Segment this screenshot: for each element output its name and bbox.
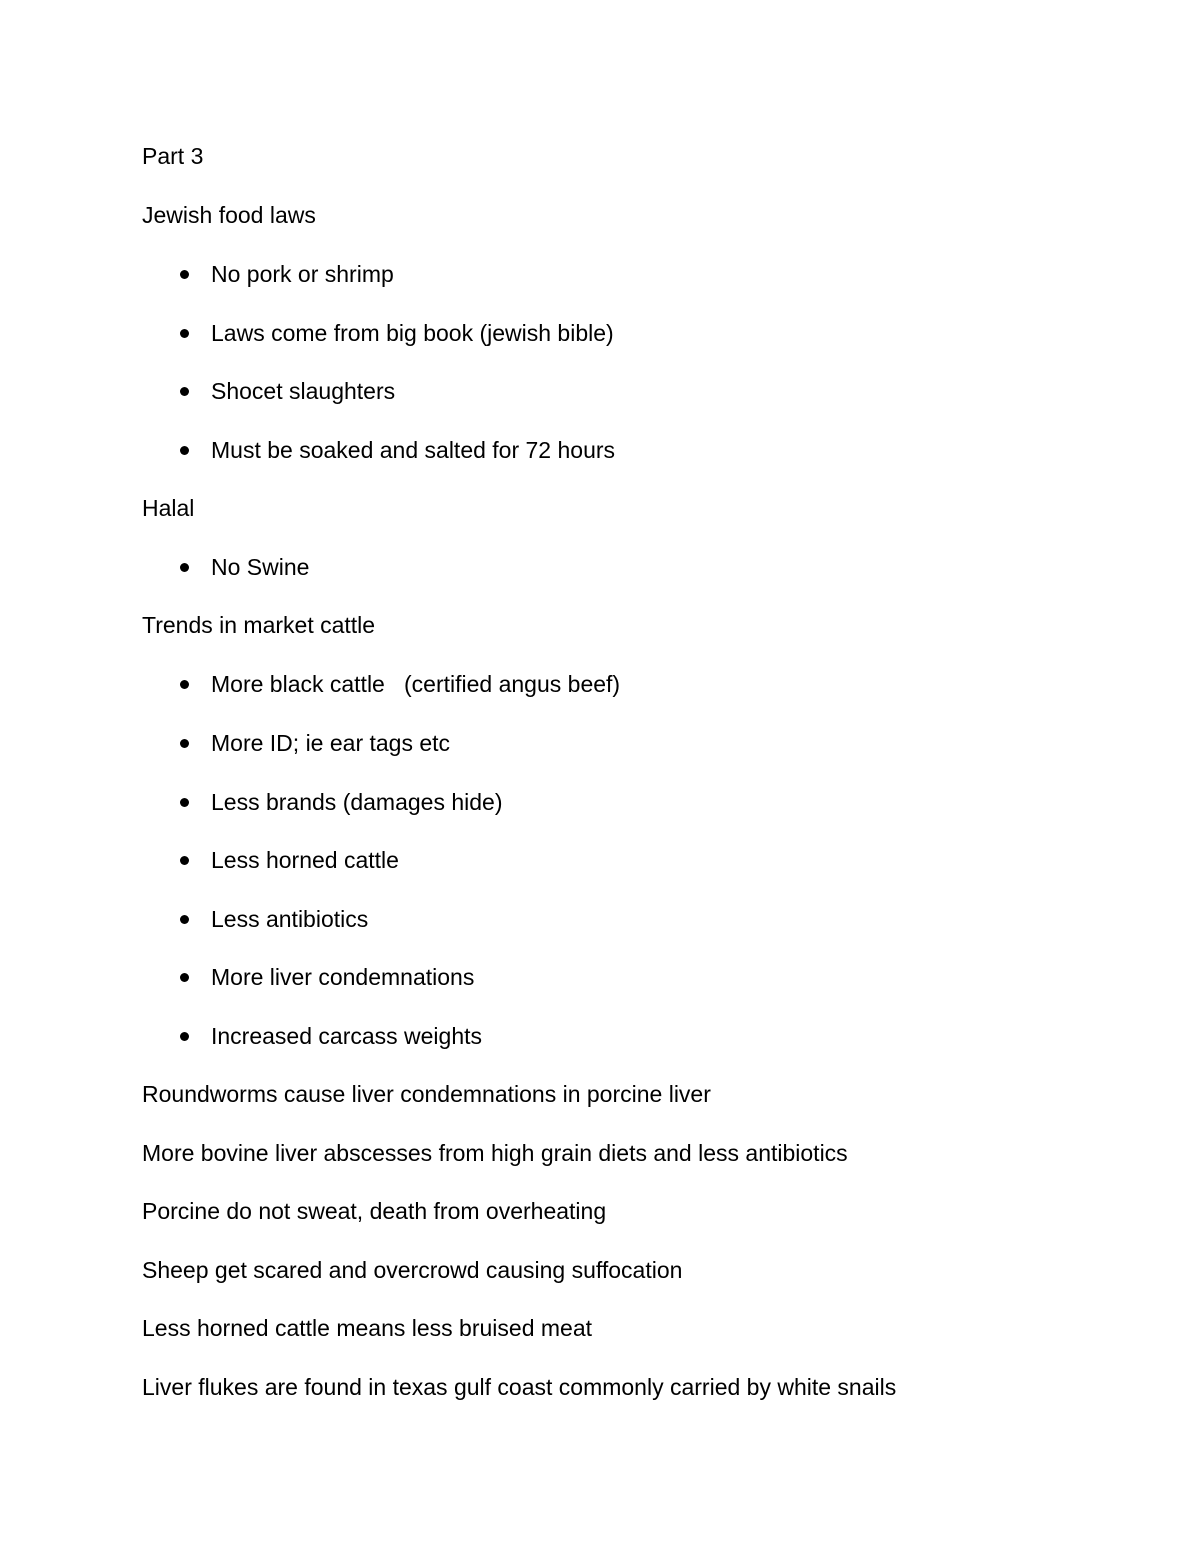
list-item [176,787,503,817]
section-title-jewish-food-laws: Jewish food laws [142,202,316,228]
note-paragraph: Roundworms cause liver condemnations in porcine liver [142,1081,711,1107]
section-title-halal: Halal [142,495,195,521]
list-item-text: Less antibiotics [211,906,369,932]
list-item [176,669,620,699]
list-item-text: More ID; ie ear tags etc [211,730,451,756]
note-paragraph: More bovine liver abscesses from high grain diets and less antibiotics [142,1140,848,1166]
list-item-text: Must be soaked and salted for 72 hours [211,437,616,463]
list-item [176,728,450,758]
list-item [176,552,309,582]
bullet-icon [180,680,189,689]
page-heading: Part 3 [142,143,204,169]
note-paragraph: Sheep get scared and overcrowd causing suffocation [142,1257,683,1283]
list-item [176,845,399,875]
list-item [176,962,474,992]
note-paragraph: Liver flukes are found in texas gulf coast commonly carried by white snails [142,1374,897,1400]
bullet-icon [180,915,189,924]
note-paragraph: Porcine do not sweat, death from overheating [142,1198,607,1224]
list-item-text: No Swine [211,554,310,580]
section-title-trends-in-market-cattle: Trends in market cattle [142,612,376,638]
bullet-icon [180,329,189,338]
list-item [176,1021,482,1051]
bullet-icon [180,446,189,455]
list-item [176,435,615,465]
list-item-text: Less horned cattle [211,847,399,873]
list-item-text: No pork or shrimp [211,261,394,287]
bullet-icon [180,1032,189,1041]
bullet-icon [180,563,189,572]
list-item [176,376,395,406]
bullet-icon [180,798,189,807]
list-item-text: More black cattle (certified angus beef) [211,671,621,697]
bullet-icon [180,739,189,748]
bullet-icon [180,856,189,865]
bullet-icon [180,387,189,396]
list-item-text: Shocet slaughters [211,378,396,404]
list-item-text: Laws come from big book (jewish bible) [211,320,614,346]
bullet-icon [180,973,189,982]
bullet-icon [180,270,189,279]
list-item [176,904,368,934]
list-item [176,259,394,289]
list-item-text: More liver condemnations [211,964,475,990]
note-paragraph: Less horned cattle means less bruised meat [142,1315,593,1341]
list-item-text: Increased carcass weights [211,1023,483,1049]
list-item-text: Less brands (damages hide) [211,789,503,815]
list-item [176,318,614,348]
